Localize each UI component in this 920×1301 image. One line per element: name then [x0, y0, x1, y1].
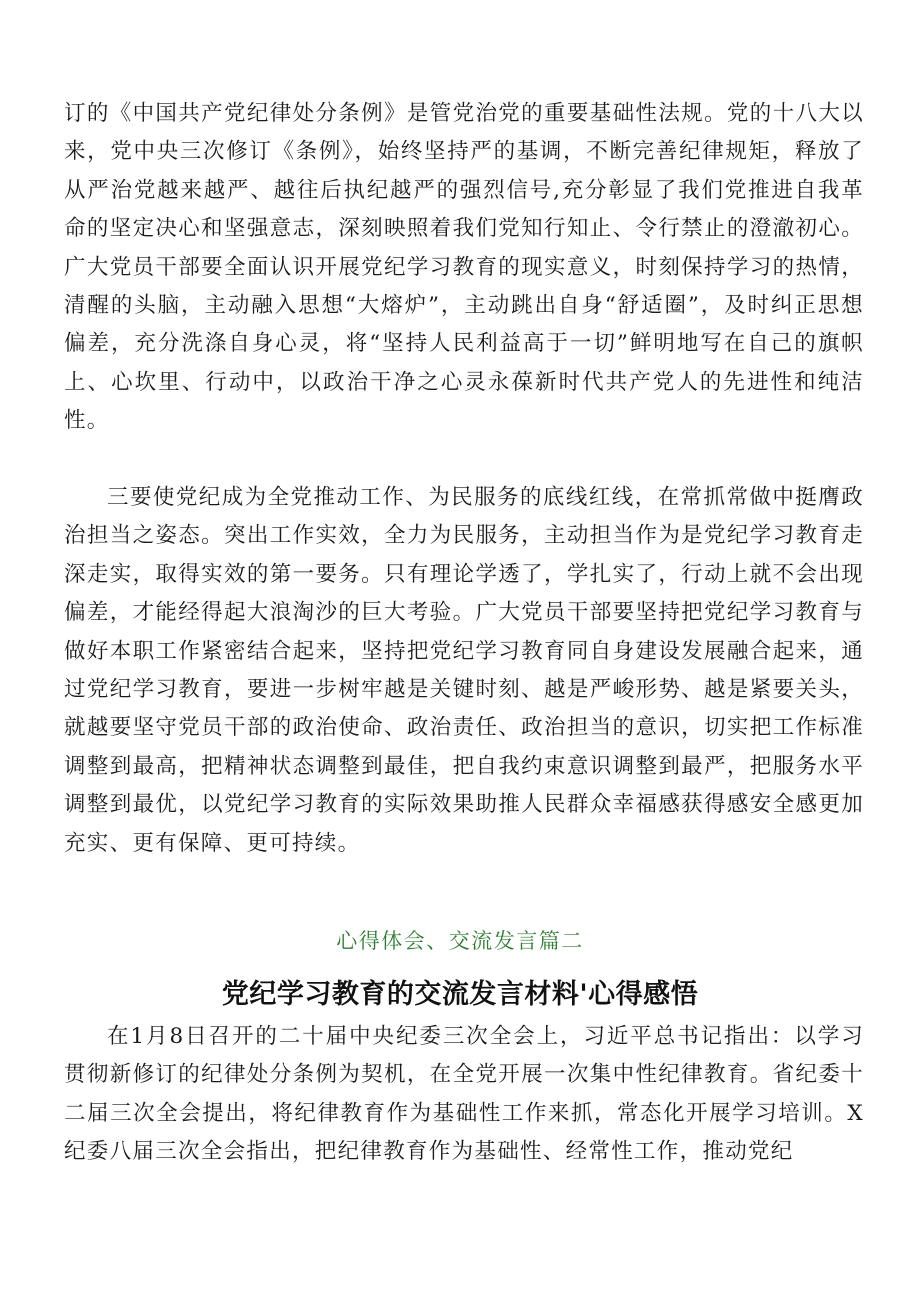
section-label: 心得体会、交流发言篇二	[336, 929, 584, 953]
body-paragraph-2: 三要使党纪成为全党推动工作、为民服务的底线红线，在常抓常做中挺膺政治担当之姿态。突出工作实效，全力为民服务，主动担当作为是党纪学习教育走深走实，取得实效的第一要务。只有理论学透了，学扎实了，行动上就不会出现偏差，才能经得起大浪淘沙的巨大考验。广大党员干部要坚持把党纪学习教育与做好本职工作紧密结合起来，坚持把党纪学习教育同自身建设发展融合起来，通过党纪学习教育，要进一步树牢越是关键时刻、越是严峻形势、越是紧要关头，就越要坚守党员干部的政治使命、政治责任、政治担当的意识，切实把工作标准调整到最高，把精神状态调整到最佳，把自我约束意识调整到最严，把服务水平调整到最优，以党纪学习教育的实际效果助推人民群众幸福感获得感安全感更加充实、更有保障、更可持续。	[64, 485, 864, 856]
body-paragraph-1: 订的《中国共产党纪律处分条例》是管党治党的重要基础性法规。党的十八大以来，党中央三次修订《条例》，始终坚持严的基调，不断完善纪律规矩，释放了从严治党越来越严、越往后执纪越严的强烈信号,充分彰显了我们党推进自我革命的坚定决心和坚强意志，深刻映照着我们党知行知止、令行禁止的澄澈初心。广大党员干部要全面认识开展党纪学习教育的现实意义，时刻保持学习的热情，清醒的头脑，主动融入思想“大熔炉”，主动跳出自身“舒适圈”，及时纠正思想偏差，充分洗涤自身心灵，将“坚持人民利益高于一切”鲜明地写在自己的旗帜上、心坎里、行动中，以政治干净之心灵永葆新时代共产党人的先进性和纯洁性。	[64, 101, 864, 434]
body-paragraph-3: 在1月8日召开的二十届中央纪委三次全会上，习近平总书记指出：以学习贯彻新修订的纪律处分条例为契机，在全党开展一次集中性纪律教育。省纪委十二届三次全会提出，将纪律教育作为基础性工作来抓，常态化开展学习培训。X纪委八届三次全会指出，把纪律教育作为基础性、经常性工作，推动党纪	[64, 1024, 864, 1165]
section-title: 党纪学习教育的交流发言材料'心得感悟	[221, 979, 699, 1010]
